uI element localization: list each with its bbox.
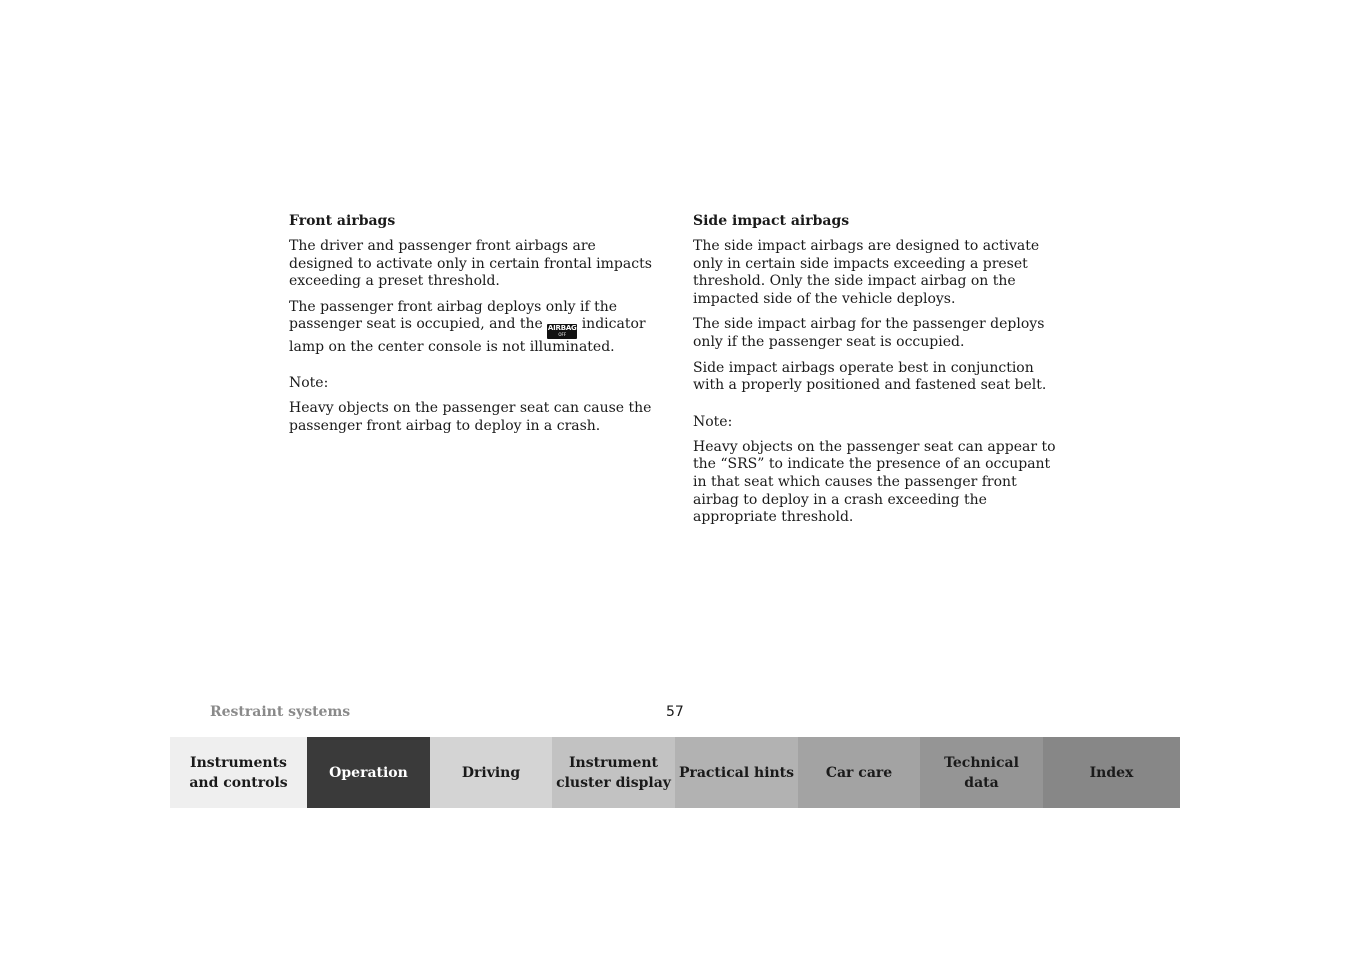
front-airbags-section: [289, 212, 661, 444]
tab-label: Driving: [461, 764, 521, 781]
airbag-off-indicator-icon: [547, 324, 577, 339]
side-impact-airbags-section: [693, 212, 1065, 535]
front-airbags-para-2-after: indicator lamp on the center console is not illuminated.: [289, 316, 646, 355]
front-airbags-note-text: Heavy objects on the passenger seat can cause the passenger front airbag to deploy in a crash.: [289, 400, 652, 435]
airbag-off-icon-top: AIRBAG: [547, 324, 577, 333]
tab-label: Instruments and controls: [189, 754, 288, 791]
tab-instruments-and-controls[interactable]: [170, 737, 307, 808]
front-airbags-para-1: The driver and passenger front airbags are designed to activate only in certain frontal impacts exceeding a preset threshold.: [289, 238, 652, 290]
front-airbags-para-2-before: The passenger front airbag deploys only if the passenger seat is occupied, and the: [289, 298, 618, 333]
airbag-off-icon-bottom: OFF: [558, 332, 567, 338]
front-airbags-para-2: [289, 299, 661, 357]
side-impact-para-1: The side impact airbags are designed to activate only in certain side impacts exceeding a preset threshold. Only the side impact airbag on the impacted side of the vehicle deploys.: [693, 238, 1040, 307]
side-impact-airbags-heading: Side impact airbags: [693, 213, 850, 229]
chapter-tab-bar: [170, 737, 1180, 808]
section-label: Restraint systems: [210, 704, 351, 720]
front-airbags-heading: Front airbags: [289, 213, 396, 229]
tab-label: Index: [1089, 764, 1134, 781]
tab-technical-data[interactable]: [920, 737, 1043, 808]
tab-operation[interactable]: [307, 737, 430, 808]
tab-label: Instrument cluster display: [556, 754, 671, 791]
tab-practical-hints[interactable]: [675, 737, 798, 808]
tab-label: Technical data: [944, 754, 1019, 791]
tab-label: Car care: [825, 764, 893, 781]
tab-index[interactable]: [1043, 737, 1180, 808]
side-impact-para-2: The side impact airbag for the passenger deploys only if the passenger seat is occupied.: [693, 316, 1045, 350]
tab-label: Operation: [329, 764, 408, 781]
page-number: 57: [666, 704, 684, 720]
tab-instrument-cluster-display[interactable]: [552, 737, 675, 808]
tab-car-care[interactable]: [798, 737, 920, 808]
side-impact-note-text: Heavy objects on the passenger seat can appear to the “SRS” to indicate the presence of an occupant in that seat which causes the passenger front airbag to deploy in a crash exceeding the appropriate threshold.: [693, 438, 1056, 526]
tab-driving[interactable]: [430, 737, 552, 808]
front-airbags-note-label: Note:: [289, 375, 329, 392]
side-impact-note-label: Note:: [693, 413, 733, 430]
tab-label: Practical hints: [678, 764, 795, 781]
side-impact-para-3: Side impact airbags operate best in conjunction with a properly positioned and fastened seat belt.: [693, 359, 1047, 394]
